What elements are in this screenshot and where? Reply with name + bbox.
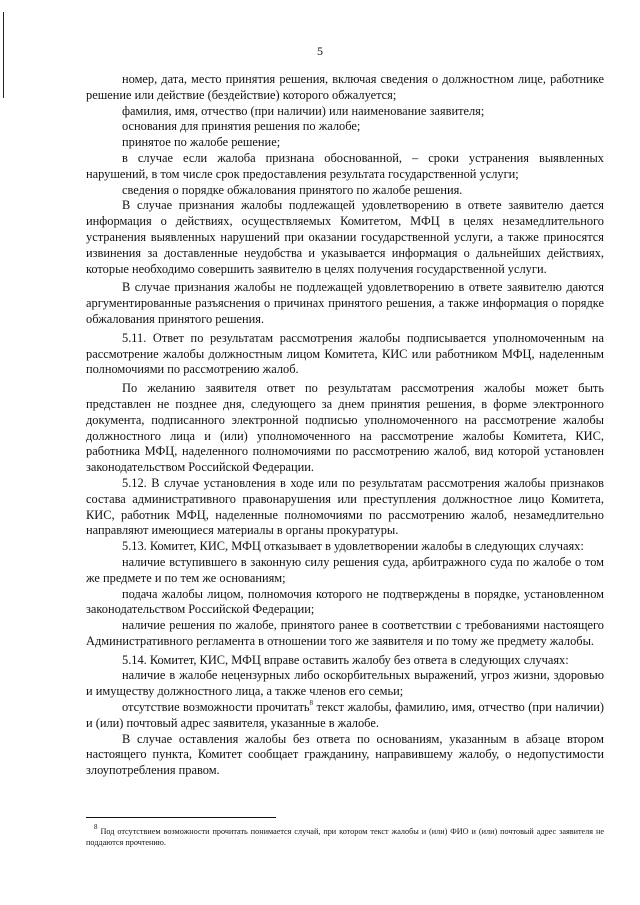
- paragraph-with-footnote-ref: [86, 700, 604, 732]
- paragraph-text-after: текст жалобы, фамилию, имя, отчество (при наличии) и (или) почтовый адрес заявителя, указанные в жалобе.: [86, 700, 605, 730]
- paragraph: в случае если жалоба признана обоснованной, – сроки устранения выявленных нарушений, в том числе срок предоставления результата государственной услуги;: [86, 150, 604, 181]
- paragraph: 5.14. Комитет, КИС, МФЦ вправе оставить жалобу без ответа в следующих случаях:: [122, 652, 569, 667]
- paragraph: По желанию заявителя ответ по результатам рассмотрения жалобы может быть представлен не позднее дня, следующего за днем принятия решения, в форме электронного документа, подписанного электронной подписью уполномоченного на рассмотрение жалобы должностного лица и (или) уполномоченного на рассмотрение жалобы Комитета, КИС, работника МФЦ, наделенного полномочиями по рассмотрению жалоб, вид которой установлен законодательством Российской Федерации.: [86, 381, 604, 475]
- paragraph: фамилия, имя, отчество (при наличии) или наименование заявителя;: [122, 103, 485, 118]
- paragraph: В случае признания жалобы не подлежащей удовлетворению в ответе заявителю даются аргументированные разъяснения о причинах принятого решения, а также информация о порядке обжалования принятого решения.: [86, 280, 604, 326]
- document-body: [86, 72, 604, 779]
- paragraph: наличие в жалобе нецензурных либо оскорбительных выражений, угроз жизни, здоровью и имуществу должностного лица, а также членов его семьи;: [86, 668, 604, 699]
- paragraph: В случае признания жалобы подлежащей удовлетворению в ответе заявителю дается информация о действиях, осуществляемых Комитетом, МФЦ в целях незамедлительного устранения выявленных нарушений при оказании государственной услуги, а также приносятся извинения за доставленные неудобства и указывается информация о дальнейших действиях, которые необходимо совершить заявителю в целях получения государственной услуги.: [86, 198, 604, 276]
- paragraph: 5.13. Комитет, КИС, МФЦ отказывает в удовлетворении жалобы в следующих случаях:: [122, 539, 584, 554]
- paragraph: наличие решения по жалобе, принятого ранее в соответствии с требованиями настоящего Административного регламента в отношении того же заявителя и по тому же предмету жалобы.: [86, 618, 604, 648]
- paragraph: 5.12. В случае установления в ходе или по результатам рассмотрения жалобы признаков состава административного правонарушения или преступления должностное лицо Комитета, КИС, работник МФЦ, наделенные полномочиями по рассмотрению жалоб, незамедлительно направляют имеющиеся материалы в органы прокуратуры.: [86, 475, 604, 538]
- paragraph: основания для принятия решения по жалобе;: [122, 119, 361, 134]
- footnote-text: Под отсутствием возможности прочитать понимается случай, при котором текст жалобы и (или) ФИО и (или) почтовый адрес заявителя не поддаются прочтению.: [86, 827, 604, 847]
- footnote: [86, 823, 604, 848]
- paragraph: номер, дата, место принятия решения, включая сведения о должностном лице, работнике решение или действие (бездействие) которого обжалуется;: [86, 72, 604, 102]
- paragraph: принятое по жалобе решение;: [122, 135, 281, 150]
- page-number: 5: [317, 44, 323, 58]
- footnote-separator: [86, 817, 276, 818]
- paragraph: сведения о порядке обжалования принятого по жалобе решения.: [122, 182, 463, 197]
- paragraph: В случае оставления жалобы без ответа по основаниям, указанным в абзаце втором настоящего пункта, Комитет сообщает гражданину, направившему жалобу, о недопустимости злоупотребления правом.: [86, 731, 604, 778]
- footnote-reference: 8: [309, 698, 314, 707]
- paragraph: подача жалобы лицом, полномочия которого не подтверждены в порядке, установленном законодательством Российской Федерации;: [86, 586, 604, 617]
- paragraph: 5.11. Ответ по результатам рассмотрения жалобы подписывается уполномоченным на рассмотрение жалобы должностным лицом Комитета, КИС или работником МФЦ, наделенным полномочиями по рассмотрению жалоб.: [86, 330, 604, 377]
- paragraph-text-before: отсутствие возможности прочитать: [122, 700, 310, 715]
- footnote-mark: 8: [94, 823, 98, 832]
- paragraph: наличие вступившего в законную силу решения суда, арбитражного суда по жалобе о том же предмете и по тем же основаниям;: [86, 554, 604, 585]
